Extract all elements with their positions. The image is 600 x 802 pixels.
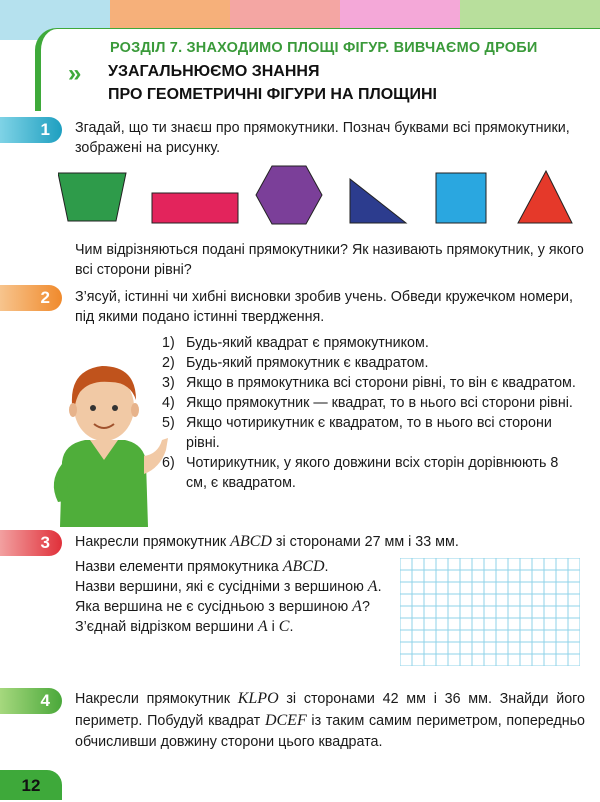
task-line bbox=[75, 557, 385, 577]
statement-text: Будь-який прямокутник є квадратом. bbox=[186, 355, 429, 371]
task-math-2: C bbox=[278, 618, 290, 635]
math-klpo: KLPO bbox=[237, 690, 279, 707]
exercise-4-text-2: зі сторонами 42 мм і 36 мм. Знайди його периметр. Побудуй квадрат bbox=[75, 691, 585, 729]
statements-list bbox=[162, 333, 582, 493]
exercise-1-text: Згадай, що ти знаєш про прямокутники. Познач буквами всі прямокутники, зображені на рисунку. bbox=[75, 120, 570, 156]
square-shape bbox=[436, 173, 486, 223]
task-text: Яка вершина не є сусідньою з вершиною bbox=[75, 599, 353, 615]
task-end: ? bbox=[361, 599, 370, 615]
exercise-1-question: Чим відрізняються подані прямокутники? Як називають прямокутник, у якого всі сторони рівні? bbox=[75, 242, 584, 278]
topic-title bbox=[108, 60, 437, 106]
trapezoid-shape bbox=[58, 173, 126, 221]
exercise-2-text: З’ясуй, істинні чи хибні висновки зробив учень. Обведи кружечком номери, під якими подано істинні твердження. bbox=[75, 289, 574, 325]
right-triangle-shape bbox=[350, 179, 406, 223]
exercise-4-text-3: із таким самим периметром, попередньо обчисливши довжину сторони цього квадрата. bbox=[75, 713, 585, 750]
exercise-3-tasks bbox=[75, 557, 385, 637]
task-mid: і bbox=[267, 619, 279, 635]
statement-number[interactable]: 2) bbox=[162, 355, 175, 371]
exercise-3-text-b: зі сторонами 27 мм і 33 мм. bbox=[271, 534, 459, 550]
statement-number[interactable]: 4) bbox=[162, 395, 175, 411]
exercise-number-4: 4 bbox=[0, 688, 62, 714]
statement-text: Якщо чотирикутник є квадратом, то в нього всі сторони рівні. bbox=[186, 415, 552, 451]
hexagon-shape bbox=[256, 166, 322, 224]
statement-number[interactable]: 3) bbox=[162, 375, 175, 391]
exercise-number-3: 3 bbox=[0, 530, 62, 556]
task-math: ABCD bbox=[282, 558, 325, 575]
statement bbox=[162, 353, 582, 373]
topic-line-1: УЗАГАЛЬНЮЄМО ЗНАННЯ bbox=[108, 63, 320, 80]
section-title: РОЗДІЛ 7. ЗНАХОДИМО ПЛОЩІ ФІГУР. ВИВЧАЄМО ДРОБИ bbox=[110, 40, 538, 56]
statement bbox=[162, 373, 582, 393]
task-line bbox=[75, 617, 385, 637]
statement-number[interactable]: 5) bbox=[162, 415, 175, 431]
statement-number[interactable]: 1) bbox=[162, 335, 175, 351]
task-math: A bbox=[257, 618, 268, 635]
statement-text: Чотирикутник, у якого довжини всіх сторін дорівнюють 8 см, є квадратом. bbox=[186, 455, 559, 491]
task-line bbox=[75, 577, 385, 597]
statement bbox=[162, 333, 582, 353]
exercise-number-1: 1 bbox=[0, 117, 62, 143]
exercise-3-text-a: Накресли прямокутник bbox=[75, 534, 231, 550]
rectangle-shape bbox=[152, 193, 238, 223]
task-end: . bbox=[289, 619, 294, 635]
statement-number[interactable]: 6) bbox=[162, 455, 175, 471]
triangle-shape bbox=[518, 171, 572, 223]
statement-text: Якщо в прямокутника всі сторони рівні, то він є квадратом. bbox=[186, 375, 576, 391]
task-math: A bbox=[352, 598, 362, 615]
topic-line-2: ПРО ГЕОМЕТРИЧНІ ФІГУРИ НА ПЛОЩИНІ bbox=[108, 86, 437, 103]
exercise-3-text bbox=[75, 532, 595, 552]
exercise-4-text bbox=[75, 688, 585, 753]
task-text: З’єднай відрізком вершини bbox=[75, 619, 258, 635]
exercise-number-2: 2 bbox=[0, 285, 62, 311]
task-end: . bbox=[324, 559, 329, 575]
exercise-4-text-1: Накресли прямокутник bbox=[75, 691, 238, 707]
statement-text: Будь-який квадрат є прямокутником. bbox=[186, 335, 429, 351]
squared-grid[interactable] bbox=[400, 558, 580, 666]
task-line bbox=[75, 597, 385, 617]
math-abcd: ABCD bbox=[230, 533, 272, 550]
task-text: Назви вершини, які є сусідніми з вершиною bbox=[75, 579, 368, 595]
statement bbox=[162, 413, 582, 453]
task-end: . bbox=[377, 579, 382, 595]
task-math: A bbox=[367, 578, 378, 595]
statement bbox=[162, 393, 582, 413]
shapes-figure bbox=[58, 165, 578, 227]
boy-illustration bbox=[40, 352, 170, 527]
statement bbox=[162, 453, 582, 493]
task-text: Назви елементи прямокутника bbox=[75, 559, 283, 575]
double-chevron-icon: » bbox=[68, 60, 76, 87]
page-number: 12 bbox=[0, 770, 62, 800]
math-dcef: DCEF bbox=[264, 712, 307, 729]
statement-text: Якщо прямокутник — квадрат, то в нього всі сторони рівні. bbox=[186, 395, 573, 411]
